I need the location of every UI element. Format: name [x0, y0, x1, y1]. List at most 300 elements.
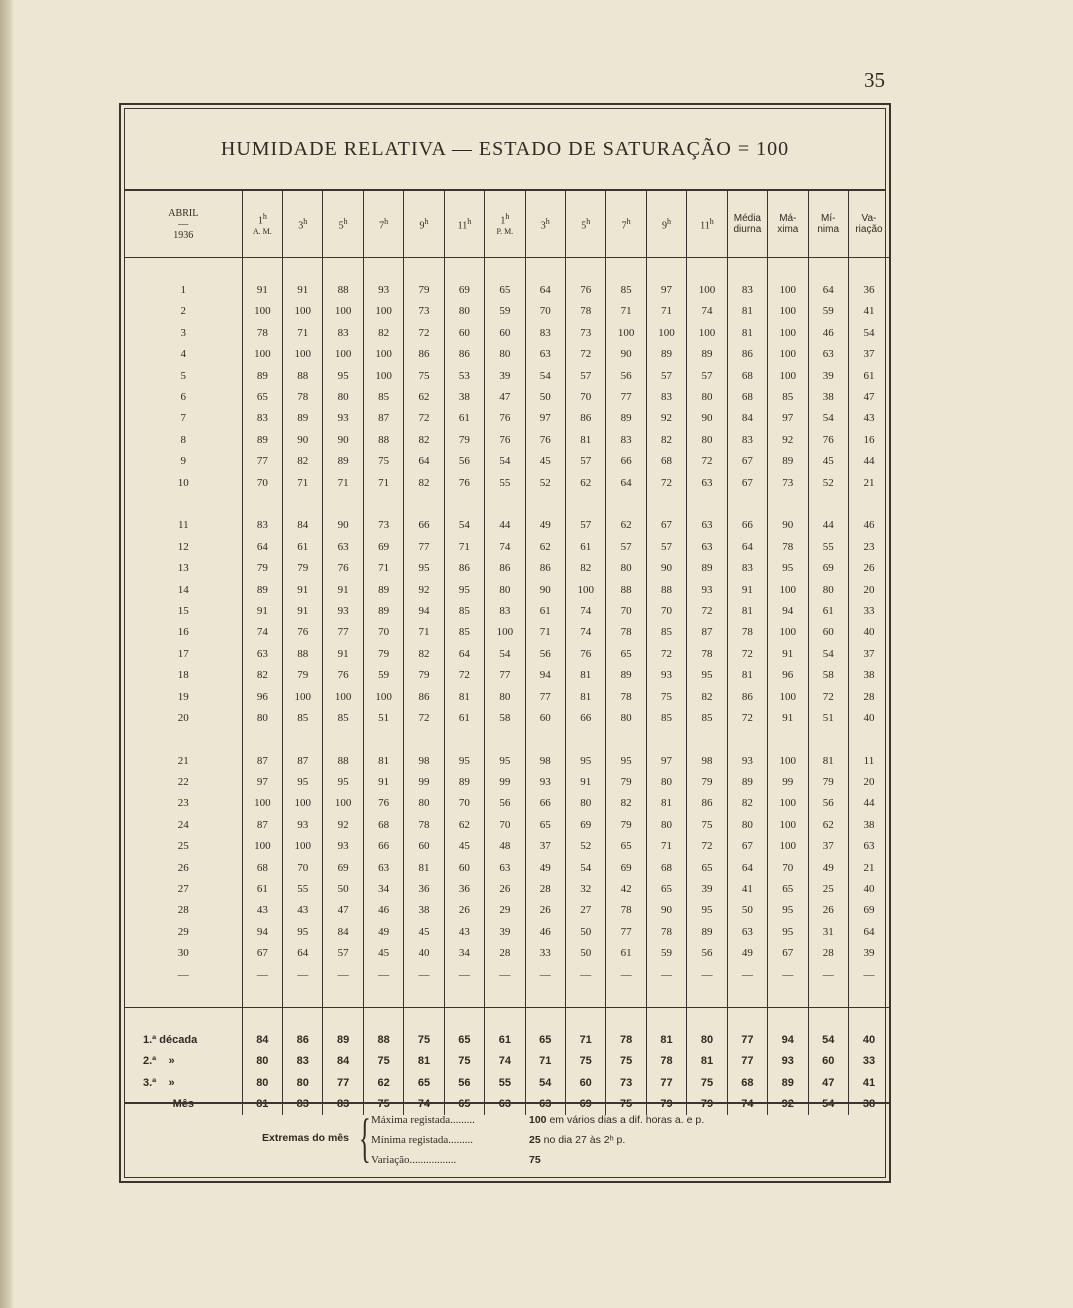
- table-row: [125, 429, 889, 450]
- value-cell: 32: [565, 878, 605, 899]
- summary-row: [125, 1050, 889, 1071]
- value-cell: 79: [283, 664, 323, 685]
- value-cell: 94: [768, 600, 808, 621]
- value-cell: 40: [848, 878, 889, 899]
- value-cell: 78: [687, 643, 727, 664]
- value-cell: 87: [283, 750, 323, 771]
- value-cell: 93: [525, 771, 565, 792]
- table-row: [125, 750, 889, 771]
- value-cell: 95: [687, 900, 727, 921]
- header-hour-10: 9$^h$: [646, 191, 686, 258]
- value-cell: 52: [565, 836, 605, 857]
- month-value: 75: [606, 1093, 646, 1114]
- value-cell: 98: [404, 750, 444, 771]
- value-cell: 74: [242, 622, 282, 643]
- value-cell: 68: [242, 857, 282, 878]
- value-cell: 25: [808, 878, 848, 899]
- value-cell: 56: [444, 451, 484, 472]
- day-cell: 21: [177, 754, 189, 767]
- value-cell: 70: [525, 301, 565, 322]
- value-cell: 80: [404, 793, 444, 814]
- value-cell: 95: [606, 750, 646, 771]
- value-cell: 56: [687, 943, 727, 964]
- value-cell: 60: [808, 622, 848, 643]
- value-cell: 97: [525, 408, 565, 429]
- dash-cell: —: [283, 964, 323, 985]
- value-cell: 88: [283, 643, 323, 664]
- value-cell: 73: [404, 301, 444, 322]
- value-cell: 78: [646, 921, 686, 942]
- value-cell: 82: [727, 793, 767, 814]
- value-cell: 100: [363, 365, 403, 386]
- value-cell: 82: [404, 472, 444, 493]
- value-cell: 89: [768, 451, 808, 472]
- month-value: 65: [444, 1093, 484, 1114]
- table-row: [125, 579, 889, 600]
- month-value: 63: [525, 1093, 565, 1114]
- summary-value: 55: [485, 1072, 525, 1093]
- value-cell: 85: [363, 386, 403, 407]
- value-cell: 91: [323, 643, 363, 664]
- day-cell: 26: [177, 861, 189, 874]
- value-cell: 99: [404, 771, 444, 792]
- value-cell: 39: [485, 365, 525, 386]
- value-cell: 57: [646, 536, 686, 557]
- extremas-var-label: Variação.................: [371, 1154, 457, 1166]
- value-cell: 68: [727, 386, 767, 407]
- value-cell: 63: [848, 836, 889, 857]
- value-cell: 95: [565, 750, 605, 771]
- value-cell: 46: [808, 322, 848, 343]
- value-cell: 59: [363, 664, 403, 685]
- value-cell: 84: [283, 515, 323, 536]
- value-cell: 92: [646, 408, 686, 429]
- value-cell: 61: [242, 878, 282, 899]
- value-cell: 93: [646, 664, 686, 685]
- value-cell: 64: [808, 279, 848, 300]
- humidity-table: [125, 191, 889, 1115]
- value-cell: 64: [404, 451, 444, 472]
- page-number: 35: [864, 68, 885, 92]
- value-cell: 65: [646, 878, 686, 899]
- value-cell: 43: [444, 921, 484, 942]
- value-cell: 95: [404, 557, 444, 578]
- value-cell: 63: [242, 643, 282, 664]
- summary-value: 75: [565, 1050, 605, 1071]
- summary-value: 83: [283, 1050, 323, 1071]
- table-row: [125, 921, 889, 942]
- value-cell: 78: [606, 686, 646, 707]
- value-cell: 67: [646, 515, 686, 536]
- value-cell: 49: [808, 857, 848, 878]
- header-hour-9: 7$^h$: [606, 191, 646, 258]
- value-cell: 75: [646, 686, 686, 707]
- header-dash: —: [178, 218, 189, 230]
- value-cell: 90: [646, 557, 686, 578]
- value-cell: 98: [525, 750, 565, 771]
- summary-value: 81: [687, 1050, 727, 1071]
- value-cell: 86: [727, 344, 767, 365]
- value-cell: 78: [565, 301, 605, 322]
- value-cell: 66: [606, 451, 646, 472]
- value-cell: 100: [323, 344, 363, 365]
- day-cell: 4: [180, 348, 187, 361]
- value-cell: 63: [363, 857, 403, 878]
- value-cell: 85: [283, 707, 323, 728]
- value-cell: 65: [242, 386, 282, 407]
- value-cell: 69: [444, 279, 484, 300]
- value-cell: 100: [768, 344, 808, 365]
- value-cell: 100: [768, 793, 808, 814]
- value-cell: 62: [444, 814, 484, 835]
- value-cell: 80: [485, 344, 525, 365]
- table-row: [125, 836, 889, 857]
- value-cell: 72: [444, 664, 484, 685]
- value-cell: 39: [485, 921, 525, 942]
- summary-value: 40: [848, 1029, 889, 1050]
- table-frame-inner: [124, 108, 886, 1178]
- value-cell: 54: [485, 643, 525, 664]
- value-cell: 100: [283, 836, 323, 857]
- table-row: [125, 515, 889, 536]
- value-cell: 64: [444, 643, 484, 664]
- value-cell: 93: [323, 836, 363, 857]
- value-cell: 100: [323, 301, 363, 322]
- value-cell: 95: [687, 664, 727, 685]
- month-value: 63: [485, 1093, 525, 1114]
- table-row: [125, 365, 889, 386]
- value-cell: 97: [242, 771, 282, 792]
- value-cell: 95: [485, 750, 525, 771]
- value-cell: 82: [565, 557, 605, 578]
- summary-value: 80: [242, 1072, 282, 1093]
- value-cell: 77: [606, 386, 646, 407]
- value-cell: 50: [727, 900, 767, 921]
- value-cell: 51: [363, 707, 403, 728]
- value-cell: 21: [848, 857, 889, 878]
- header-hour-11: 11$^h$: [687, 191, 727, 258]
- summary-value: 75: [363, 1050, 403, 1071]
- summary-value: 54: [808, 1029, 848, 1050]
- value-cell: 62: [808, 814, 848, 835]
- value-cell: 88: [323, 750, 363, 771]
- value-cell: 85: [323, 707, 363, 728]
- value-cell: 95: [768, 557, 808, 578]
- summary-value: 78: [606, 1029, 646, 1050]
- value-cell: 67: [727, 451, 767, 472]
- value-cell: 50: [565, 943, 605, 964]
- value-cell: 63: [687, 515, 727, 536]
- value-cell: 76: [485, 429, 525, 450]
- value-cell: 66: [565, 707, 605, 728]
- extremas-title: Extremas do mês: [262, 1132, 349, 1144]
- value-cell: 66: [404, 515, 444, 536]
- value-cell: 65: [485, 279, 525, 300]
- brace-glyph: {: [359, 1108, 371, 1168]
- value-cell: 26: [485, 878, 525, 899]
- value-cell: 93: [283, 814, 323, 835]
- value-cell: 71: [283, 472, 323, 493]
- value-cell: 69: [606, 857, 646, 878]
- value-cell: 86: [404, 686, 444, 707]
- summary-value: 75: [687, 1072, 727, 1093]
- value-cell: 34: [363, 878, 403, 899]
- table-row: [125, 771, 889, 792]
- value-cell: 89: [363, 600, 403, 621]
- value-cell: 76: [363, 793, 403, 814]
- value-cell: 57: [606, 536, 646, 557]
- value-cell: 71: [363, 472, 403, 493]
- value-cell: 92: [323, 814, 363, 835]
- value-cell: 95: [444, 750, 484, 771]
- value-cell: 83: [485, 600, 525, 621]
- value-cell: 40: [848, 622, 889, 643]
- value-cell: 68: [727, 365, 767, 386]
- value-cell: 49: [525, 515, 565, 536]
- value-cell: 67: [242, 943, 282, 964]
- value-cell: 44: [485, 515, 525, 536]
- value-cell: 80: [606, 707, 646, 728]
- dash-cell: —: [565, 964, 605, 985]
- value-cell: 95: [444, 579, 484, 600]
- table-row: [125, 643, 889, 664]
- value-cell: 89: [606, 664, 646, 685]
- value-cell: 43: [283, 900, 323, 921]
- value-cell: 78: [404, 814, 444, 835]
- summary-value: 75: [444, 1050, 484, 1071]
- value-cell: 55: [485, 472, 525, 493]
- value-cell: 97: [646, 279, 686, 300]
- value-cell: 72: [808, 686, 848, 707]
- value-cell: 100: [768, 686, 808, 707]
- value-cell: 33: [848, 600, 889, 621]
- table-row: [125, 707, 889, 728]
- value-cell: 57: [565, 515, 605, 536]
- month-label: Mês: [172, 1097, 194, 1110]
- value-cell: 82: [242, 664, 282, 685]
- value-cell: 91: [768, 643, 808, 664]
- value-cell: 73: [363, 515, 403, 536]
- day-cell: 13: [177, 562, 189, 575]
- value-cell: 82: [687, 686, 727, 707]
- value-cell: 100: [323, 686, 363, 707]
- value-cell: 39: [808, 365, 848, 386]
- header-media: Média diurna: [727, 191, 767, 258]
- value-cell: 81: [565, 664, 605, 685]
- value-cell: 31: [808, 921, 848, 942]
- value-cell: 83: [525, 322, 565, 343]
- summary-value: 77: [646, 1072, 686, 1093]
- value-cell: 47: [485, 386, 525, 407]
- value-cell: 89: [363, 579, 403, 600]
- summary-value: 93: [768, 1050, 808, 1071]
- value-cell: 100: [565, 579, 605, 600]
- summary-value: 65: [444, 1029, 484, 1050]
- summary-value: 88: [363, 1029, 403, 1050]
- value-cell: 95: [283, 921, 323, 942]
- value-cell: 64: [727, 857, 767, 878]
- spacer-row: [125, 258, 889, 280]
- value-cell: 78: [727, 622, 767, 643]
- value-cell: 79: [687, 771, 727, 792]
- value-cell: 51: [808, 707, 848, 728]
- value-cell: 60: [404, 836, 444, 857]
- value-cell: 37: [848, 344, 889, 365]
- value-cell: 100: [283, 686, 323, 707]
- summary-separator: [125, 985, 889, 1007]
- header-hour-0: 1$^h$ A. M.: [242, 191, 282, 258]
- value-cell: 63: [808, 344, 848, 365]
- value-cell: 59: [808, 301, 848, 322]
- value-cell: 94: [242, 921, 282, 942]
- value-cell: 79: [283, 557, 323, 578]
- value-cell: 44: [808, 515, 848, 536]
- month-value: 79: [646, 1093, 686, 1114]
- value-cell: 70: [444, 793, 484, 814]
- table-row: [125, 814, 889, 835]
- value-cell: 57: [323, 943, 363, 964]
- table-row: [125, 557, 889, 578]
- value-cell: 100: [768, 301, 808, 322]
- summary-value: 80: [242, 1050, 282, 1071]
- extremas-max-label: Máxima registada.........: [371, 1114, 475, 1126]
- value-cell: 56: [485, 793, 525, 814]
- value-cell: 78: [606, 622, 646, 643]
- value-cell: 82: [363, 322, 403, 343]
- value-cell: 89: [242, 365, 282, 386]
- value-cell: 70: [768, 857, 808, 878]
- value-cell: 63: [687, 472, 727, 493]
- value-cell: 78: [606, 900, 646, 921]
- value-cell: 83: [727, 429, 767, 450]
- value-cell: 76: [485, 408, 525, 429]
- value-cell: 57: [646, 365, 686, 386]
- value-cell: 82: [404, 643, 444, 664]
- dash-cell: —: [768, 964, 808, 985]
- value-cell: 89: [687, 344, 727, 365]
- value-cell: 100: [687, 322, 727, 343]
- value-cell: 46: [848, 515, 889, 536]
- value-cell: 86: [565, 408, 605, 429]
- header-hour-1: 3$^h$: [283, 191, 323, 258]
- value-cell: 71: [606, 301, 646, 322]
- value-cell: 85: [444, 622, 484, 643]
- day-cell: 18: [177, 669, 189, 682]
- value-cell: 86: [687, 793, 727, 814]
- value-cell: 100: [242, 836, 282, 857]
- summary-value: 86: [283, 1029, 323, 1050]
- value-cell: 91: [363, 771, 403, 792]
- summary-value: 78: [646, 1050, 686, 1071]
- value-cell: 26: [848, 557, 889, 578]
- value-cell: 52: [525, 472, 565, 493]
- value-cell: 26: [808, 900, 848, 921]
- value-cell: 39: [848, 943, 889, 964]
- value-cell: 70: [646, 600, 686, 621]
- value-cell: 92: [404, 579, 444, 600]
- value-cell: 83: [323, 322, 363, 343]
- header-hour-7: 3$^h$: [525, 191, 565, 258]
- value-cell: 94: [525, 664, 565, 685]
- value-cell: 70: [283, 857, 323, 878]
- summary-label: 2.ª »: [143, 1055, 175, 1068]
- value-cell: 80: [687, 429, 727, 450]
- value-cell: 64: [283, 943, 323, 964]
- value-cell: 90: [646, 900, 686, 921]
- value-cell: 41: [848, 301, 889, 322]
- month-value: 74: [404, 1093, 444, 1114]
- value-cell: 87: [242, 814, 282, 835]
- value-cell: 98: [687, 750, 727, 771]
- header-hour-5: 11$^h$: [444, 191, 484, 258]
- value-cell: 61: [283, 536, 323, 557]
- summary-value: 68: [727, 1072, 767, 1093]
- value-cell: 76: [565, 643, 605, 664]
- value-cell: 89: [606, 408, 646, 429]
- value-cell: 85: [687, 707, 727, 728]
- table-row: [125, 900, 889, 921]
- summary-value: 77: [727, 1029, 767, 1050]
- value-cell: 56: [808, 793, 848, 814]
- value-cell: 100: [283, 793, 323, 814]
- value-cell: 45: [363, 943, 403, 964]
- value-cell: 93: [363, 279, 403, 300]
- day-cell: 6: [180, 391, 187, 404]
- value-cell: 77: [242, 451, 282, 472]
- value-cell: 54: [808, 408, 848, 429]
- header-row: [125, 191, 889, 258]
- dash-cell: —: [687, 964, 727, 985]
- value-cell: 37: [525, 836, 565, 857]
- value-cell: 69: [323, 857, 363, 878]
- value-cell: 93: [727, 750, 767, 771]
- value-cell: 71: [283, 322, 323, 343]
- day-cell: 15: [177, 604, 189, 617]
- value-cell: 47: [848, 386, 889, 407]
- value-cell: 72: [646, 643, 686, 664]
- value-cell: 86: [485, 557, 525, 578]
- value-cell: 87: [242, 750, 282, 771]
- value-cell: 78: [242, 322, 282, 343]
- value-cell: 62: [525, 536, 565, 557]
- value-cell: 38: [444, 386, 484, 407]
- value-cell: 97: [768, 408, 808, 429]
- summary-value: 74: [485, 1050, 525, 1071]
- table-row: [125, 472, 889, 493]
- value-cell: 70: [565, 386, 605, 407]
- dash-cell: —: [177, 968, 189, 981]
- value-cell: 80: [444, 301, 484, 322]
- value-cell: 41: [727, 878, 767, 899]
- value-cell: 93: [323, 408, 363, 429]
- value-cell: 89: [687, 557, 727, 578]
- value-cell: 81: [727, 664, 767, 685]
- value-cell: 79: [444, 429, 484, 450]
- value-cell: 54: [808, 643, 848, 664]
- summary-row: [125, 1072, 889, 1093]
- value-cell: 95: [323, 771, 363, 792]
- value-cell: 72: [404, 707, 444, 728]
- table-row: [125, 686, 889, 707]
- value-cell: 80: [808, 579, 848, 600]
- value-cell: 87: [687, 622, 727, 643]
- value-cell: 60: [444, 857, 484, 878]
- value-cell: 89: [727, 771, 767, 792]
- summary-value: 71: [525, 1050, 565, 1071]
- value-cell: 71: [444, 536, 484, 557]
- value-cell: 47: [323, 900, 363, 921]
- value-cell: 65: [606, 643, 646, 664]
